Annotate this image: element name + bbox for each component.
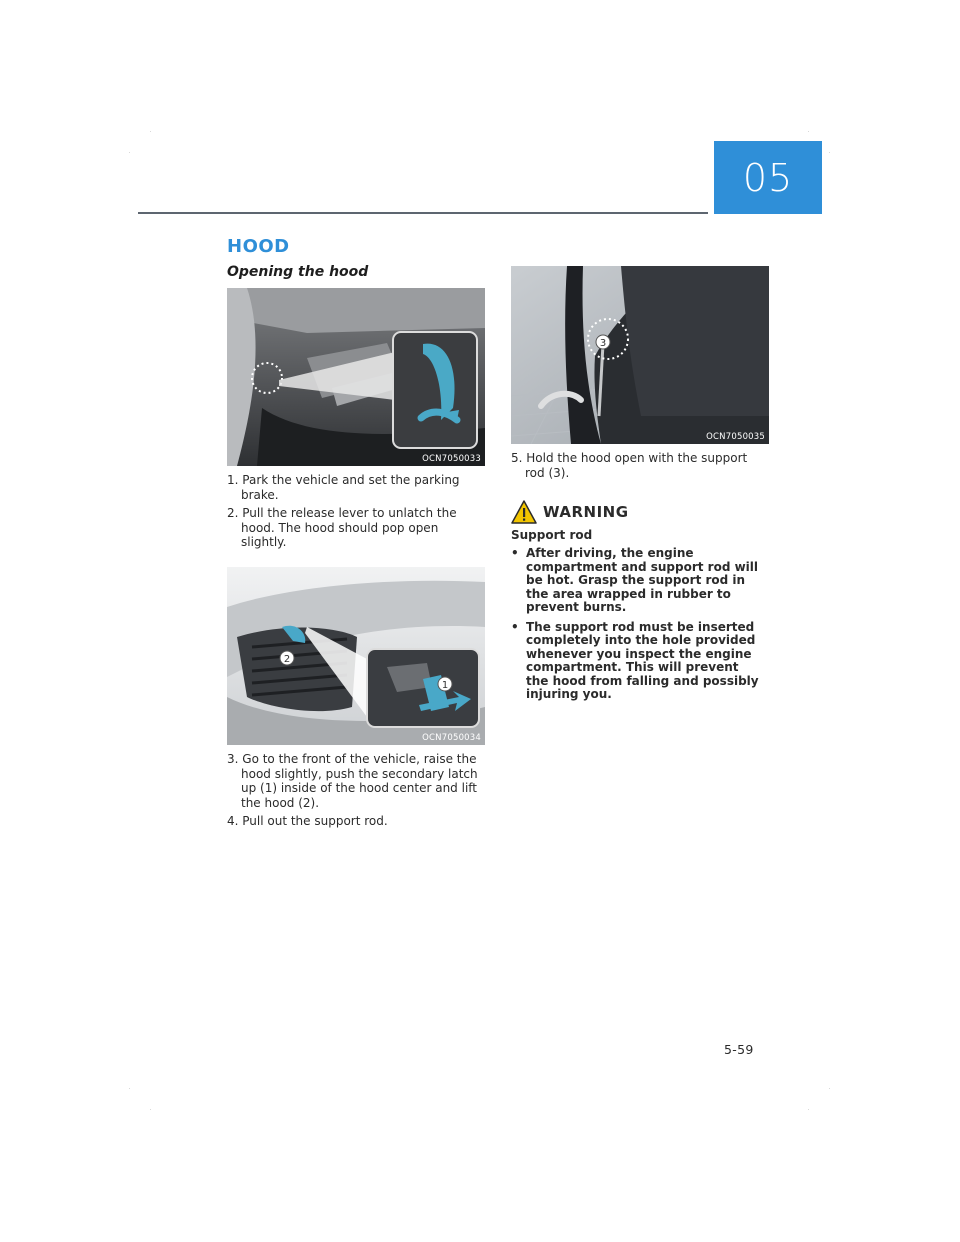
- bullet: •: [511, 546, 519, 560]
- bullet: •: [511, 619, 519, 634]
- figure-secondary-latch: [227, 567, 485, 745]
- warning-triangle-icon: [511, 500, 537, 524]
- step-4: 4. Pull out the support rod.: [227, 814, 388, 828]
- crop-mark: [150, 1109, 151, 1110]
- chapter-tab: 05: [714, 141, 822, 214]
- crop-mark: [129, 1088, 130, 1089]
- warning-title: WARNING: [543, 503, 629, 521]
- hood-release-lever-illustration: [227, 288, 485, 466]
- warning-item-text: After driving, the engine compartment and support rod will be hot. Grasp the support rod in the area wrapped in rubber to prevent burns.: [526, 546, 759, 614]
- warning-item: [511, 621, 763, 702]
- page-number: 5-59: [724, 1042, 754, 1057]
- step-5: 5. Hold the hood open with the support rod (3).: [511, 451, 748, 480]
- steps-list-2: [227, 752, 489, 833]
- warning-item: [511, 547, 763, 615]
- crop-mark: [808, 131, 809, 132]
- secondary-latch-illustration: [227, 567, 485, 745]
- crop-mark: [829, 1088, 830, 1089]
- warning-header: [511, 500, 629, 524]
- figure-code: OCN7050034: [422, 733, 481, 743]
- crop-mark: [150, 131, 151, 132]
- crop-mark: [829, 152, 830, 153]
- section-title: HOOD: [227, 236, 290, 257]
- header-rule: [138, 212, 708, 214]
- warning-item-text: The support rod must be inserted completely into the hole provided whenever you inspect the engine compartment. This will prevent the hood from falling and possibly injuring you.: [526, 619, 759, 701]
- callout-1: 1: [441, 680, 449, 691]
- warning-list: [511, 547, 763, 708]
- figure-code: OCN7050033: [422, 454, 481, 464]
- figure-support-rod: [511, 266, 769, 444]
- section-subtitle: Opening the hood: [227, 264, 369, 280]
- step-3: 3. Go to the front of the vehicle, raise the hood slightly, push the secondary latch up (1) inside of the hood center and lift the hood (2).: [227, 752, 478, 810]
- callout-2: 2: [283, 654, 291, 665]
- step-2: 2. Pull the release lever to unlatch the hood. The hood should pop open slightly.: [227, 506, 457, 549]
- warning-subtitle: Support rod: [511, 528, 593, 542]
- step-1: 1. Park the vehicle and set the parking brake.: [227, 473, 460, 502]
- figure-hood-release-lever: [227, 288, 485, 466]
- steps-list-3: [511, 451, 765, 484]
- steps-list-1: [227, 473, 487, 554]
- figure-code: OCN7050035: [706, 432, 765, 442]
- support-rod-illustration: [511, 266, 769, 444]
- crop-mark: [808, 1109, 809, 1110]
- callout-3: 3: [599, 338, 607, 349]
- crop-mark: [129, 152, 130, 153]
